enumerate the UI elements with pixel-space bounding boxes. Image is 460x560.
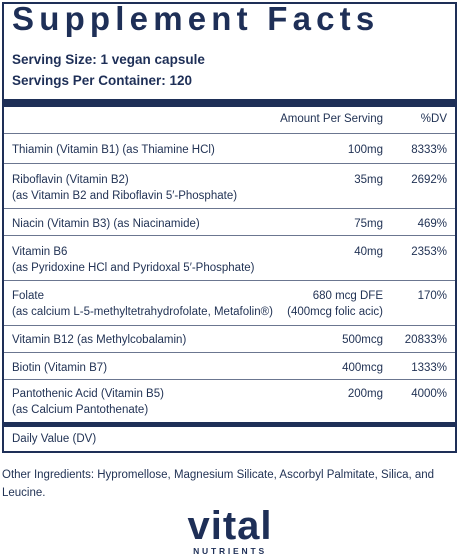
nutrient-dv: 8333% <box>411 144 447 156</box>
nutrient-dv: 469% <box>417 218 447 230</box>
nutrient-row-biotin <box>4 356 455 378</box>
nutrient-dv: 2353% <box>411 246 447 258</box>
footer-rule <box>4 422 455 427</box>
logo-wordmark: vital <box>187 504 273 548</box>
nutrient-amount: 75mg <box>354 218 383 230</box>
nutrient-row-vitamin-b6 <box>4 240 455 278</box>
nutrient-name: Niacin (Vitamin B3) (as Niacinamide) <box>12 218 200 230</box>
nutrient-dv: 170% <box>417 290 447 302</box>
nutrient-amount: 40mg <box>354 246 383 258</box>
nutrient-amount: 500mcg <box>342 334 383 346</box>
row-divider <box>4 208 455 209</box>
row-divider <box>4 325 455 326</box>
other-ingredients: Other Ingredients: Hypromellose, Magnesium Silicate, Ascorbyl Palmitate, Silica, and Leucine. <box>2 469 435 499</box>
nutrient-form: (as calcium L-5-methyltetrahydrofolate, Metafolin®) <box>12 306 273 318</box>
nutrient-amount: 35mg <box>354 174 383 186</box>
nutrient-dv: 2692% <box>411 174 447 186</box>
vital-nutrients-logo <box>0 504 460 560</box>
row-divider <box>4 280 455 281</box>
row-divider <box>4 352 455 353</box>
dv-column-header: %DV <box>420 113 447 125</box>
nutrient-name: Riboflavin (Vitamin B2) <box>12 174 129 186</box>
nutrient-row-riboflavin <box>4 168 455 206</box>
nutrient-row-pantothenic-acid <box>4 382 455 420</box>
nutrient-name: Pantothenic Acid (Vitamin B5) <box>12 388 164 400</box>
nutrient-name: Vitamin B6 <box>12 246 68 258</box>
nutrient-amount: 100mg <box>347 144 383 156</box>
nutrient-dv: 20833% <box>404 334 447 346</box>
serving-size: Serving Size: 1 vegan capsule <box>12 52 205 67</box>
nutrient-row-vitamin-b12 <box>4 328 455 350</box>
nutrient-name: Vitamin B12 (as Methylcobalamin) <box>12 334 187 346</box>
nutrient-form: (as Calcium Pantothenate) <box>12 404 149 416</box>
nutrient-name: Folate <box>12 290 44 302</box>
nutrient-form: (as Pyridoxine HCl and Pyridoxal 5′-Phosphate) <box>12 262 255 274</box>
nutrient-amount: 680 mcg DFE <box>312 290 383 302</box>
nutrient-name: Biotin (Vitamin B7) <box>12 362 108 374</box>
nutrient-amount-note: (400mcg folic acic) <box>287 306 383 318</box>
nutrient-row-thiamin <box>4 138 455 160</box>
header-rule <box>4 99 455 107</box>
row-divider <box>4 379 455 380</box>
daily-value-footnote: Daily Value (DV) <box>12 433 97 445</box>
nutrient-amount: 200mg <box>347 388 383 400</box>
amount-column-header: Amount Per Serving <box>280 113 383 125</box>
nutrient-form: (as Vitamin B2 and Riboflavin 5′-Phosphate) <box>12 190 238 202</box>
logo-subtitle: NUTRIENTS <box>193 546 267 556</box>
nutrient-name: Thiamin (Vitamin B1) (as Thiamine HCl) <box>12 144 215 156</box>
column-header-rule <box>4 133 455 134</box>
nutrient-row-niacin <box>4 212 455 234</box>
supplement-facts-panel <box>2 2 457 453</box>
nutrient-row-folate <box>4 284 455 324</box>
panel-title: Supplement Facts <box>12 0 380 37</box>
nutrient-amount: 400mcg <box>342 362 383 374</box>
nutrient-dv: 4000% <box>411 388 447 400</box>
servings-per-container: Servings Per Container: 120 <box>12 73 193 88</box>
row-divider <box>4 163 455 164</box>
row-divider <box>4 235 455 236</box>
nutrient-dv: 1333% <box>411 362 447 374</box>
